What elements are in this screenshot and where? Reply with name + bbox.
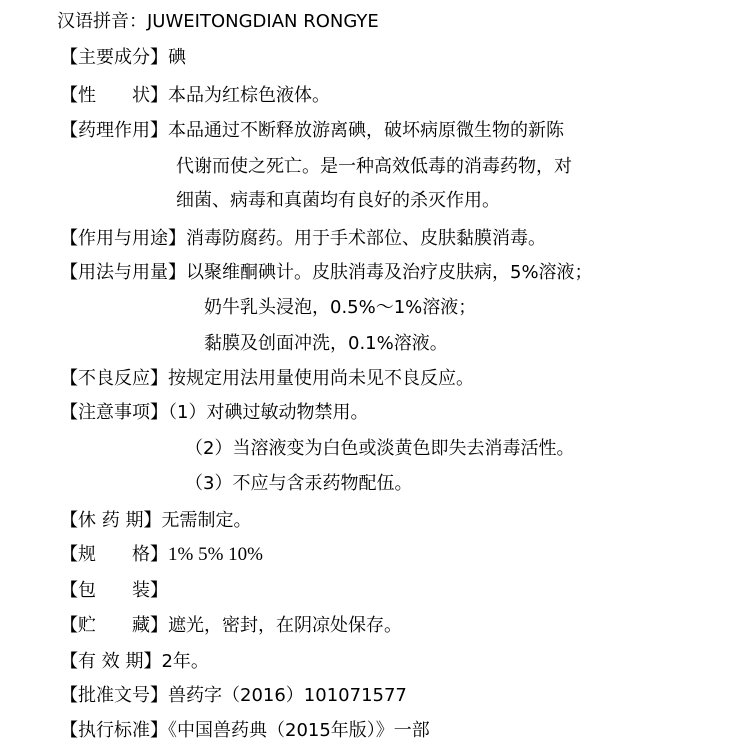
- indications-value: 消毒防腐药。用于手术部位、皮肤黏膜消毒。: [186, 228, 546, 249]
- storage-label: 【贮 藏】: [60, 615, 168, 636]
- standard-line: [60, 719, 430, 743]
- spec-label: 【规 格】: [60, 544, 168, 565]
- appearance-value: 本品为红棕色液体。: [168, 85, 330, 106]
- precautions-text-2: （2）当溶液变为白色或淡黄色即失去消毒活性。: [185, 438, 575, 459]
- standard-label: 【执行标准】: [60, 720, 168, 741]
- pharmacology-label: 【药理作用】: [60, 120, 168, 141]
- precautions-text-1: （1）对碘过敏动物禁用。: [168, 402, 369, 423]
- storage-value: 遮光，密封，在阴凉处保存。: [168, 615, 402, 636]
- precautions-line-1: [60, 401, 368, 425]
- indications-label: 【作用与用途】: [60, 228, 186, 249]
- pharmacology-text-1: 本品通过不断释放游离碘，破坏病原微生物的新陈: [168, 120, 564, 141]
- pharmacology-line-1: [60, 119, 564, 143]
- package-line: [60, 579, 168, 603]
- pharmacology-line-2: [176, 155, 572, 179]
- dosage-line-3: [204, 332, 448, 356]
- validity-value: 2年。: [161, 651, 209, 672]
- adverse-label: 【不良反应】: [60, 368, 168, 389]
- pinyin-value: JUWEITONGDIAN RONGYE: [147, 11, 379, 32]
- spec-value: 1% 5% 10%: [168, 544, 263, 565]
- standard-value: 《中国兽药典（2015年版）》一部: [168, 720, 430, 741]
- dosage-text-2: 奶牛乳头浸泡，0.5%～1%溶液；: [204, 297, 477, 318]
- withdrawal-value: 无需制定。: [161, 510, 252, 531]
- ingredients-value: 碘: [168, 47, 186, 68]
- package-label: 【包 装】: [60, 580, 168, 601]
- pharmacology-text-2: 代谢而使之死亡。是一种高效低毒的消毒药物，对: [176, 156, 572, 177]
- pinyin-line: [57, 10, 379, 34]
- adverse-line: [60, 367, 474, 391]
- appearance-line: [60, 84, 330, 108]
- approval-line: [60, 684, 407, 708]
- dosage-line-2: [204, 296, 476, 320]
- ingredients-line: [60, 46, 186, 70]
- validity-line: [60, 650, 209, 674]
- precautions-line-3: [185, 472, 412, 496]
- dosage-text-3: 黏膜及创面冲洗，0.1%溶液。: [204, 333, 448, 354]
- indications-line: [60, 227, 546, 251]
- precautions-text-3: （3）不应与含汞药物配伍。: [185, 473, 413, 494]
- adverse-value: 按规定用法用量使用尚未见不良反应。: [168, 368, 474, 389]
- withdrawal-line: [60, 509, 251, 533]
- withdrawal-label: 【休 药 期】: [60, 510, 162, 531]
- precautions-label: 【注意事项】: [60, 402, 168, 423]
- dosage-label: 【用法与用量】: [60, 262, 186, 283]
- precautions-line-2: [185, 437, 574, 461]
- approval-value: 兽药字（2016）101071577: [168, 685, 407, 706]
- pharmacology-text-3: 细菌、病毒和真菌均有良好的杀灭作用。: [176, 190, 500, 211]
- validity-label: 【有 效 期】: [60, 651, 162, 672]
- pinyin-label: 汉语拼音：: [57, 11, 147, 32]
- spec-line: [60, 543, 263, 567]
- storage-line: [60, 614, 402, 638]
- appearance-label: 【性 状】: [60, 85, 168, 106]
- dosage-line-1: [60, 261, 593, 285]
- pharmacology-line-3: [176, 189, 500, 213]
- approval-label: 【批准文号】: [60, 685, 168, 706]
- dosage-text-1: 以聚维酮碘计。皮肤消毒及治疗皮肤病，5%溶液；: [186, 262, 593, 283]
- ingredients-label: 【主要成分】: [60, 47, 168, 68]
